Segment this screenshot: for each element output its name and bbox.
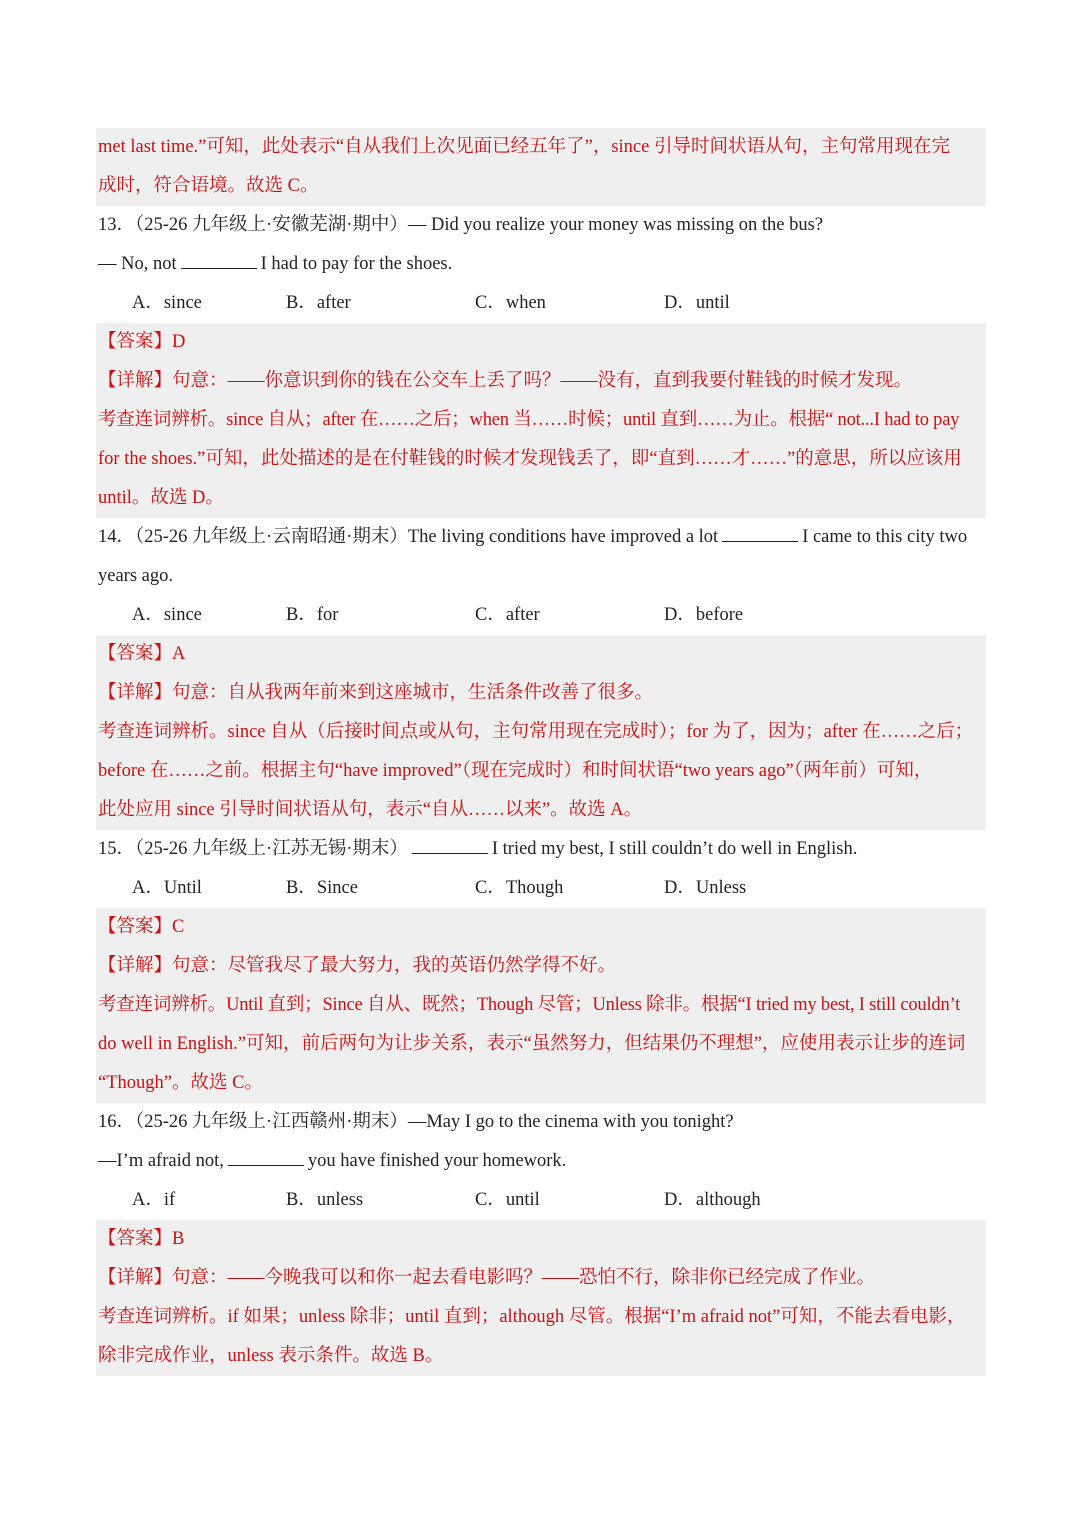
analysis-line: for the shoes.”可知，此处描述的是在付鞋钱的时候才发现钱丢了，即“直到……才……”的意思，所以应该用 — [98, 449, 962, 469]
detail-line: 【详解】句意：尽管我尽了最大努力，我的英语仍然学得不好。 — [98, 956, 617, 976]
answer-label: 【答案】C — [98, 917, 185, 937]
option-a: A．since — [132, 605, 202, 625]
explanation-line: met last time.”可知，此处表示“自从我们上次见面已经五年了”，since 引导时间状语从句，主句常用现在完 — [98, 137, 950, 157]
answer-blank — [722, 525, 798, 542]
answer-label: 【答案】D — [98, 332, 186, 352]
stem-text: — No, not — [98, 254, 177, 274]
analysis-line: do well in English.”可知，前后两句为让步关系，表示“虽然努力，但结果仍不理想”，应使用表示让步的连词 — [98, 1034, 966, 1054]
answer-block — [96, 1220, 986, 1376]
answer-label: 【答案】B — [98, 1229, 185, 1249]
stem-text: I had to pay for the shoes. — [260, 254, 453, 274]
stem-text: I tried my best, I still couldn’t do well in English. — [491, 839, 858, 859]
answer-block — [96, 323, 986, 518]
stem-text: you have finished your homework. — [307, 1151, 567, 1171]
option-d: D．although — [664, 1190, 761, 1210]
option-d: D．before — [664, 605, 744, 625]
analysis-line: 除非完成作业，unless 表示条件。故选 B。 — [98, 1346, 444, 1366]
option-c: C．until — [475, 1190, 540, 1210]
options-row — [96, 869, 986, 908]
option-c: C．Though — [475, 878, 564, 898]
detail-line: 【详解】句意：——你意识到你的钱在公交车上丢了吗？——没有，直到我要付鞋钱的时候才发现。 — [98, 371, 913, 391]
analysis-line: before 在……之前。根据主句“have improved”（现在完成时）和时间状语“two years ago”（两年前）可知， — [98, 761, 933, 781]
option-b: B．unless — [286, 1190, 364, 1210]
option-d: D．Unless — [664, 878, 747, 898]
options-row — [96, 596, 986, 635]
question-stem-line-2 — [96, 1142, 986, 1181]
answer-block — [96, 908, 986, 1103]
option-d: D．until — [664, 293, 730, 313]
content-column — [96, 128, 986, 1376]
option-c: C．after — [475, 605, 540, 625]
question-13 — [96, 206, 986, 518]
question-stem — [96, 518, 986, 557]
option-b: B．after — [286, 293, 351, 313]
question-stem-line-2: years ago. — [98, 566, 173, 586]
answer-blank — [228, 1149, 304, 1166]
answer-blank — [412, 837, 488, 854]
stem-text: I came to this city two — [802, 527, 968, 547]
option-c: C．when — [475, 293, 546, 313]
question-stem — [96, 830, 986, 869]
detail-line: 【详解】句意：自从我两年前来到这座城市，生活条件改善了很多。 — [98, 683, 654, 703]
option-b: B．for — [286, 605, 339, 625]
analysis-line: 考查连词辨析。if 如果；unless 除非；until 直到；although 尽管。根据“I’m afraid not”可知，不能去看电影， — [98, 1307, 966, 1327]
answer-label: 【答案】A — [98, 644, 186, 664]
explanation-line: 成时，符合语境。故选 C。 — [98, 176, 319, 196]
option-a: A．if — [132, 1190, 176, 1210]
question-15 — [96, 830, 986, 1103]
stem-text: —I’m afraid not, — [98, 1151, 224, 1171]
carry-over-explanation — [96, 128, 986, 206]
analysis-line: “Though”。故选 C。 — [98, 1073, 263, 1093]
question-stem: 16．（25-26 九年级上·江西赣州·期末）—May I go to the cinema with you tonight? — [98, 1112, 734, 1132]
analysis-line: 此处应用 since 引导时间状语从句，表示“自从……以来”。故选 A。 — [98, 800, 643, 820]
question-16 — [96, 1103, 986, 1376]
answer-block — [96, 635, 986, 830]
options-row — [96, 1181, 986, 1220]
option-b: B．Since — [286, 878, 358, 898]
option-a: A．Until — [132, 878, 202, 898]
answer-blank — [181, 252, 257, 269]
options-row — [96, 284, 986, 323]
analysis-line: until。故选 D。 — [98, 488, 224, 508]
question-stem-line-2 — [96, 245, 986, 284]
analysis-line: 考查连词辨析。since 自从（后接时间点或从句，主句常用现在完成时）；for 为了，因为；after 在……之后； — [98, 722, 974, 742]
analysis-line: 考查连词辨析。Until 直到；Since 自从、既然；Though 尽管；Unless 除非。根据“I tried my best, I still couldn’t — [98, 995, 961, 1015]
option-a: A．since — [132, 293, 202, 313]
stem-text: 14．（25-26 九年级上·云南昭通·期末）The living conditions have improved a lot — [98, 527, 719, 547]
stem-text: 15．（25-26 九年级上·江苏无锡·期末） — [98, 839, 408, 859]
detail-line: 【详解】句意：——今晚我可以和你一起去看电影吗？——恐怕不行，除非你已经完成了作业。 — [98, 1268, 876, 1288]
question-14 — [96, 518, 986, 830]
question-stem: 13．（25-26 九年级上·安徽芜湖·期中）— Did you realize your money was missing on the bus? — [98, 215, 824, 235]
analysis-line: 考查连词辨析。since 自从；after 在……之后；when 当……时候；until 直到……为止。根据“ not...I had to pay — [98, 410, 960, 430]
